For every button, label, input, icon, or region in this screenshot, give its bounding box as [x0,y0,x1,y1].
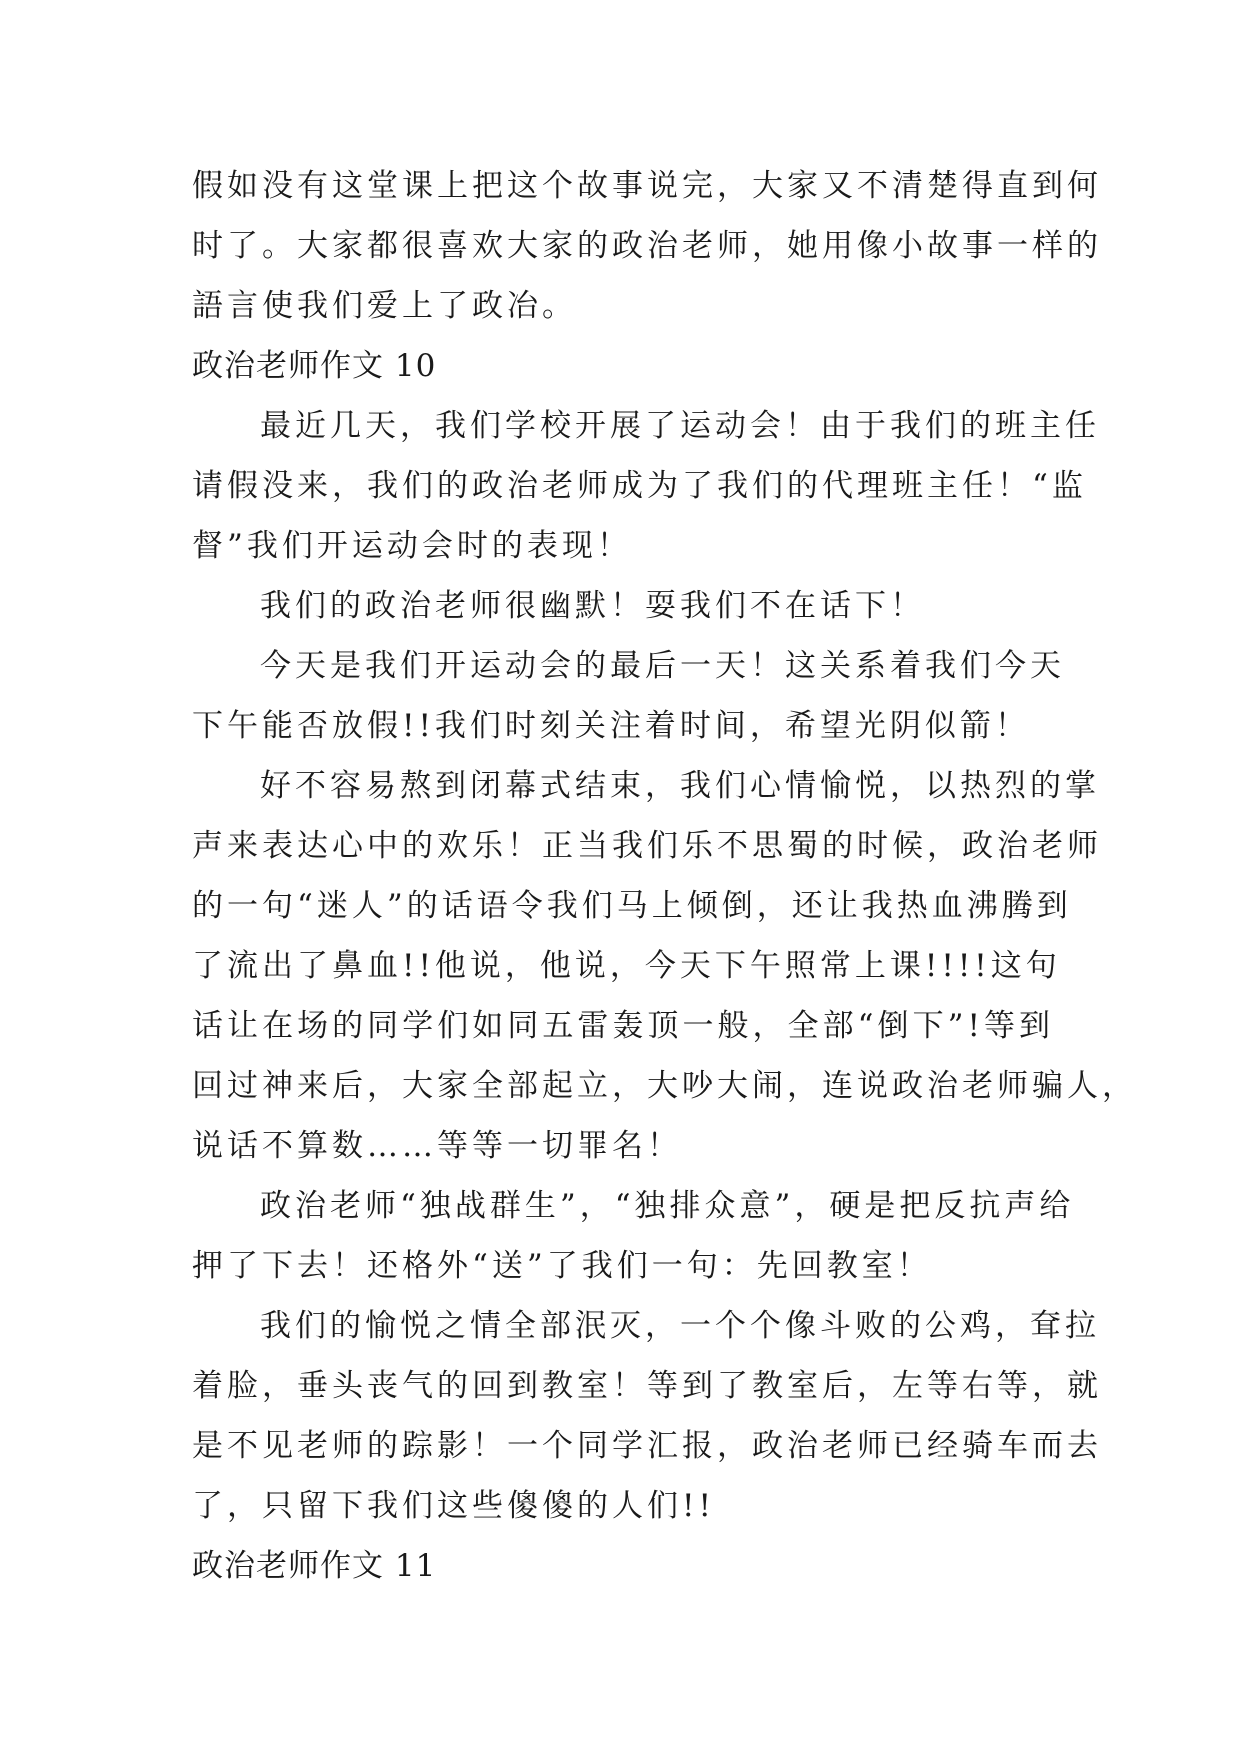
paragraph [192,1296,1102,1536]
text-line: 说话不算数……等等一切罪名！ [192,1128,682,1164]
text-line: 督”我们开运动会时的表现！ [192,528,632,564]
text-line: 下午能否放假!!我们时刻关注着时间，希望光阴似箭！ [192,708,1030,744]
text-line: 語言使我们爱上了政冶。 [192,288,577,324]
text-line: 是不见老师的踪影！一个同学汇报，政治老师已经骑车而去 [192,1428,1102,1464]
text-line: 政治老师“独战群生”，“独排众意”，硬是把反抗声给 [260,1188,1075,1224]
paragraph [192,636,1065,756]
text-line: 声来表达心中的欢乐！正当我们乐不思蜀的时候，政治老师 [192,828,1102,864]
text-line: 了流出了鼻血!!他说，他说，今天下午照常上课!!!!这句 [192,948,1061,984]
text-line: 回过神来后，大家全部起立，大吵大闹，连说政治老师骗人， [192,1068,1137,1104]
text-line: 我们的愉悦之情全部泯灭，一个个像斗败的公鸡，耷拉 [260,1308,1100,1344]
text-line: 我们的政治老师很幽默！耍我们不在话下！ [260,588,925,624]
text-line: 今天是我们开运动会的最后一天！这关系着我们今天 [260,648,1065,684]
text-line: 了，只留下我们这些傻傻的人们!! [192,1488,715,1524]
paragraph [192,576,1054,636]
text-line: 最近几天，我们学校开展了运动会！由于我们的班主任 [260,408,1100,444]
paragraph [192,156,1102,336]
text-line: 时了。大家都很喜欢大家的政治老师，她用像小故事一样的 [192,228,1102,264]
text-line: 好不容易熬到闭幕式结束，我们心情愉悦，以热烈的掌 [260,768,1100,804]
text-line: 假如没有这堂课上把这个故事说完，大家又不清楚得直到何 [192,168,1102,204]
section-heading: 政治老师作文 11 [192,1548,437,1584]
paragraph [192,396,1100,576]
text-line: 的一句“迷人”的话语令我们马上倾倒，还让我热血沸腾到 [192,888,1072,924]
section-heading: 政治老师作文 10 [192,348,437,384]
paragraph [192,756,1137,1176]
text-line: 押了下去！还格外“送”了我们一句：先回教室！ [192,1248,932,1284]
paragraph [192,1176,1075,1296]
text-line: 话让在场的同学们如同五雷轰顶一般，全部“倒下”!等到 [192,1008,1054,1044]
text-line: 请假没来，我们的政治老师成为了我们的代理班主任！“监 [192,468,1087,504]
document-body [192,156,1137,1596]
text-line: 着脸，垂头丧气的回到教室！等到了教室后，左等右等，就 [192,1368,1102,1404]
